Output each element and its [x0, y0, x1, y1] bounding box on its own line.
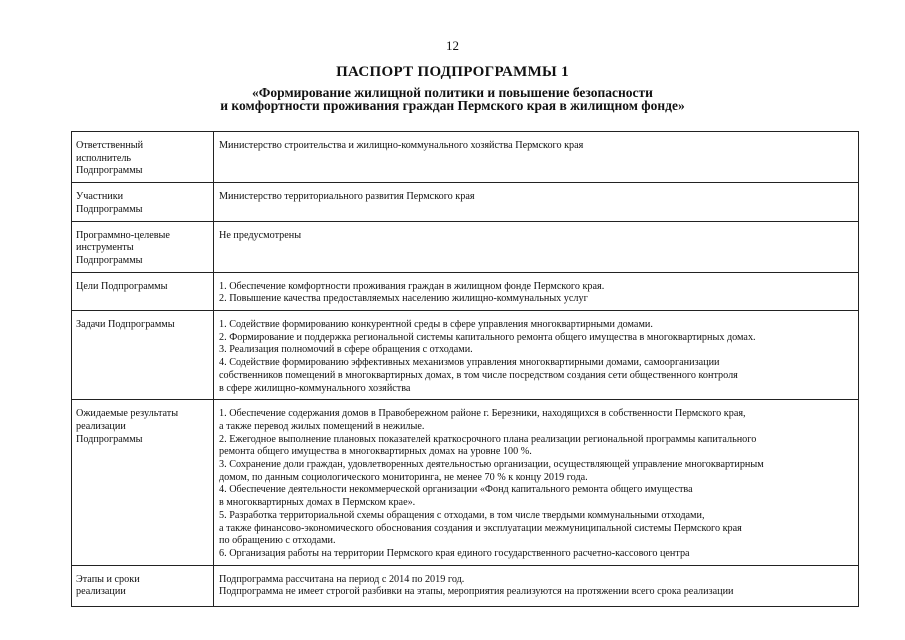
row-value [214, 400, 859, 565]
label-line: Подпрограммы [76, 254, 143, 266]
value-line: 3. Реализация полномочий в сфере обращения с отходами. [219, 344, 473, 356]
row-value [214, 311, 859, 400]
label-line: инструменты [76, 242, 134, 254]
row-label [72, 400, 214, 565]
value-line: 2. Повышение качества предоставляемых населению жилищно-коммунальных услуг [219, 293, 588, 305]
row-value [214, 565, 859, 606]
value-line: Подпрограмма рассчитана на период с 2014 по 2019 год. [219, 573, 465, 585]
label-line: Задачи Подпрограммы [76, 319, 175, 331]
value-line: 1. Обеспечение содержания домов в Правобережном районе г. Березники, находящихся в собственности Пермского края, [219, 408, 746, 420]
label-line: Подпрограммы [76, 165, 143, 177]
label-line: Подпрограммы [76, 433, 143, 445]
row-label [72, 183, 214, 221]
label-line: Цели Подпрограммы [76, 280, 168, 292]
value-line: домом, по данным социологического мониторинга, не менее 70 % к концу 2019 года. [219, 471, 588, 483]
value-line: 2. Ежегодное выполнение плановых показателей краткосрочного плана реализации региональной программы капитального [219, 433, 757, 445]
row-value [214, 221, 859, 272]
value-line: Министерство строительства и жилищно-коммунального хозяйства Пермского края [219, 140, 584, 151]
value-line: Не предусмотрены [219, 229, 302, 241]
table-row-expected-results [72, 400, 859, 565]
table-row-goals [72, 272, 859, 310]
row-value [214, 272, 859, 310]
value-line: собственников помещений в многоквартирных домах, в том числе посредством создания сети общественного контроля [219, 369, 738, 381]
value-line: 2. Формирование и поддержка региональной системы капитального ремонта общего имущества в многоквартирных домах. [219, 331, 756, 343]
page-number: 12 [446, 38, 459, 53]
value-line: по обращению с отходами. [219, 535, 336, 547]
value-line: в многоквартирных домах в Пермском крае». [219, 497, 416, 509]
document-title: ПАСПОРТ ПОДПРОГРАММЫ 1 [336, 64, 569, 80]
table-row-stages-and-terms [72, 565, 859, 606]
value-line: 6. Организация работы на территории Пермского края единого государственного расчетно-кассового центра [219, 547, 690, 559]
row-label [72, 132, 214, 183]
value-line: 3. Сохранение доли граждан, удовлетворенных деятельностью организации, осуществляющей управление многоквартирным [219, 459, 764, 471]
document-subtitle [0, 86, 905, 112]
label-line: Этапы и сроки [76, 573, 140, 585]
table-row-responsible-executor [72, 132, 859, 183]
value-line: Подпрограмма не имеет строгой разбивки на этапы, мероприятия реализуются на протяжении всего срока реализации [219, 586, 734, 598]
label-line: Ожидаемые результаты [76, 408, 179, 420]
value-line: а также перевод жилых помещений в нежилые. [219, 420, 425, 432]
label-line: исполнитель [76, 152, 132, 164]
value-line: Министерство территориального развития Пермского края [219, 191, 475, 203]
subtitle-line: и комфортности проживания граждан Пермского края в жилищном фонде» [220, 98, 685, 113]
label-line: Подпрограммы [76, 203, 143, 215]
value-line: ремонта общего имущества в многоквартирных домах на уровне 100 %. [219, 446, 532, 458]
subtitle-line: «Формирование жилищной политики и повышение безопасности [252, 85, 653, 100]
row-label [72, 221, 214, 272]
label-line: реализации [76, 586, 126, 598]
value-line: 4. Обеспечение деятельности некоммерческой организации «Фонд капитального ремонта общего имущества [219, 484, 693, 496]
value-line: 1. Содействие формированию конкурентной среды в сфере управления многоквартирными домами. [219, 319, 653, 331]
row-value [214, 183, 859, 221]
row-label [72, 311, 214, 400]
value-line: в сфере жилищно-коммунального хозяйства [219, 382, 411, 394]
label-line: Ответственный [76, 140, 144, 151]
passport-table [71, 131, 859, 607]
value-line: 5. Разработка территориальной схемы обращения с отходами, в том числе твердыми коммунальными отходами, [219, 509, 705, 521]
label-line: Программно-целевые [76, 229, 170, 241]
table-row-participants [72, 183, 859, 221]
row-label [72, 565, 214, 606]
label-line: Участники [76, 191, 124, 203]
value-line: 1. Обеспечение комфортности проживания граждан в жилищном фонде Пермского края. [219, 280, 605, 292]
label-line: реализации [76, 420, 126, 432]
value-line: 4. Содействие формированию эффективных механизмов управления многоквартирными домами, самоорганизации [219, 357, 720, 369]
value-line: а также финансово-экономического обоснования создания и эксплуатации межмуниципальной системы Пермского края [219, 522, 742, 534]
row-label [72, 272, 214, 310]
table-row-program-instruments [72, 221, 859, 272]
table-row-tasks [72, 311, 859, 400]
row-value [214, 132, 859, 183]
